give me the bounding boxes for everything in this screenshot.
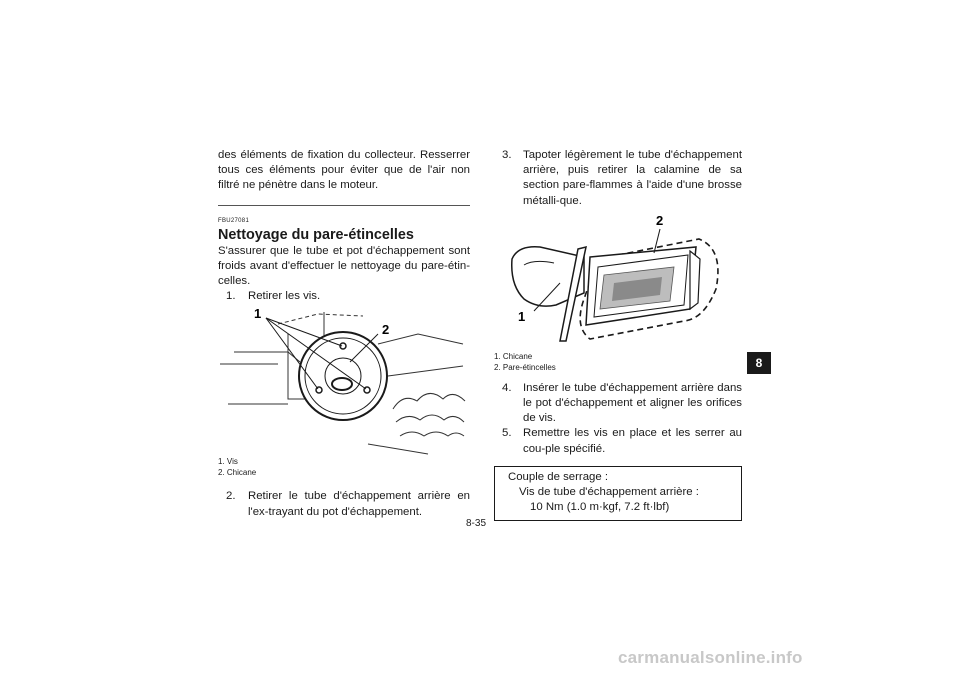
intro-paragraph: des éléments de fixation du collecteur. Resserrer tous ces éléments pour éviter que de l'air non filtré ne pénètre dans le moteur. [218, 149, 470, 192]
step-2 [218, 489, 470, 519]
torque-spec-box [494, 466, 742, 522]
step-text: Insérer le tube d'échappement arrière dans le pot d'échappement et aligner les orifices de vis. [523, 381, 742, 425]
lead-paragraph: S'assurer que le tube et pot d'échappement sont froids avant d'effectuer le nettoyage du pare-étin-celles. [218, 244, 470, 288]
spark-arrester-illustration [494, 209, 742, 351]
figure-caption: 2. Chicane [218, 468, 257, 478]
step-text: Tapoter légèrement le tube d'échappement arrière, puis retirer la calamine de sa section pare-flammes à l'aide d'une brosse métalli-que. [523, 149, 742, 207]
torque-value: 10 Nm (1.0 m·kgf, 7.2 ft·lbf) [530, 501, 670, 514]
step-3 [494, 148, 742, 209]
step-text: Remettre les vis en place et les serrer au cou-ple spécifié. [523, 427, 742, 455]
figure-caption: 2. Pare-étincelles [494, 362, 556, 372]
step-4 [494, 381, 742, 427]
muffler-screws-illustration [218, 304, 470, 456]
section-code: FBU27081 [218, 217, 250, 224]
chapter-tab: 8 [747, 352, 771, 374]
figure-label: 1 [518, 308, 526, 324]
figure-label: 2 [382, 322, 390, 338]
step-5 [494, 426, 742, 456]
section-divider [218, 205, 470, 206]
figure-label: 1 [254, 306, 262, 322]
step-number: 2. [226, 490, 236, 503]
section-heading: Nettoyage du pare-étincelles [218, 226, 414, 243]
step-number: 3. [502, 149, 512, 161]
step-number: 4. [502, 381, 512, 394]
torque-title: Couple de serrage : [508, 470, 609, 483]
watermark: carmanualsonline.info [618, 648, 803, 667]
figure-caption: 1. Vis [218, 457, 238, 467]
page-number: 8-35 [466, 518, 487, 529]
step-1 [218, 289, 470, 304]
step-text: Retirer les vis. [248, 290, 321, 303]
step-number: 1. [226, 290, 236, 303]
step-text: Retirer le tube d'échappement arrière en l'ex-trayant du pot d'échappement. [248, 490, 470, 518]
left-column [218, 148, 470, 520]
step-number: 5. [502, 427, 512, 440]
figure-label: 2 [656, 212, 664, 228]
torque-item: Vis de tube d'échappement arrière : [519, 486, 699, 499]
right-column [494, 148, 742, 521]
figure-caption: 1. Chicane [494, 351, 533, 361]
